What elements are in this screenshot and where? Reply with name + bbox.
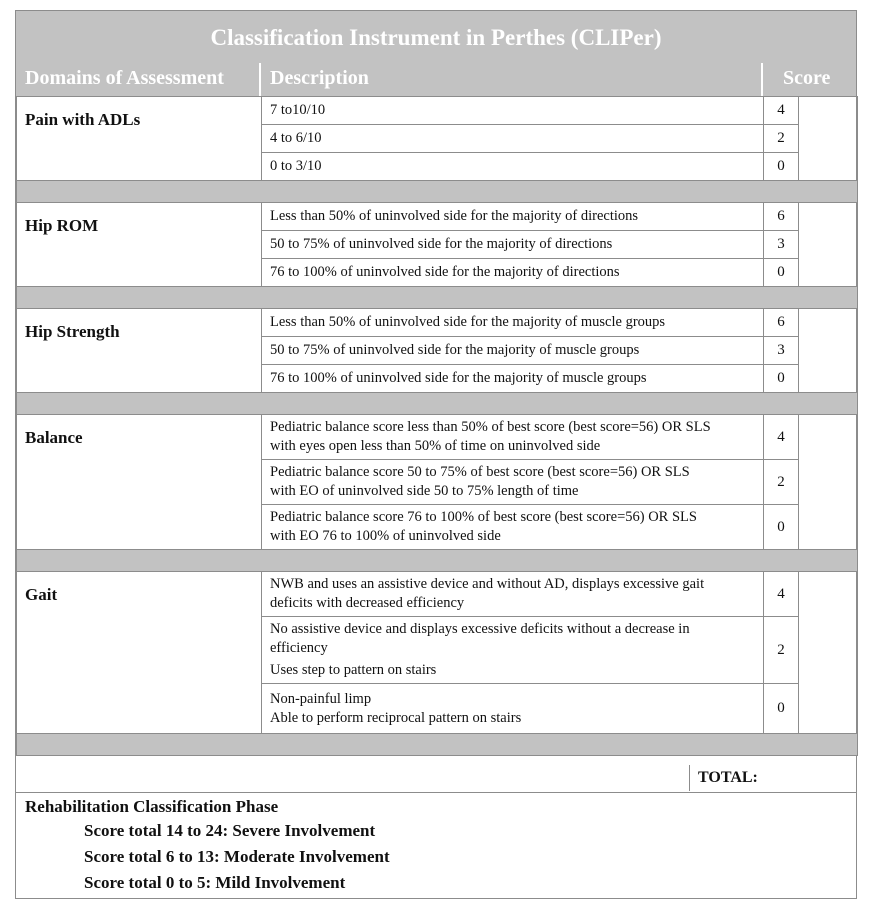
table-row	[17, 415, 858, 460]
description-cell	[262, 125, 764, 153]
score-value: 0	[764, 365, 799, 393]
section-separator	[17, 550, 858, 572]
description-line: 50 to 75% of uninvolved side for the majority of muscle groups	[270, 342, 640, 358]
domain-name: Gait	[17, 572, 262, 734]
header-score: Score	[783, 67, 831, 89]
description-line: No assistive device and displays excessive deficits without a decrease in	[270, 621, 690, 637]
score-value: 4	[764, 97, 799, 125]
description-line: 0 to 3/10	[270, 158, 322, 174]
description-line: with EO 76 to 100% of uninvolved side	[270, 528, 501, 544]
score-value: 6	[764, 203, 799, 231]
description-line: Less than 50% of uninvolved side for the majority of muscle groups	[270, 314, 666, 330]
score-value: 4	[764, 572, 799, 617]
description-cell	[262, 203, 764, 231]
description-cell	[262, 415, 764, 460]
score-value: 0	[764, 684, 799, 734]
score-value: 3	[764, 337, 799, 365]
section-separator	[17, 287, 858, 309]
score-entry-cell[interactable]	[799, 309, 858, 393]
description-cell	[262, 231, 764, 259]
header-divider	[761, 63, 763, 96]
description-cell	[262, 153, 764, 181]
phase-line: Score total 0 to 5: Mild Involvement	[84, 873, 346, 892]
description-line: with eyes open less than 50% of time on uninvolved side	[270, 438, 601, 454]
table-row	[17, 572, 858, 617]
phase-line: Score total 14 to 24: Severe Involvement	[84, 821, 376, 840]
score-entry-cell[interactable]	[799, 97, 858, 181]
separator-cell	[17, 181, 858, 203]
description-line: 76 to 100% of uninvolved side for the majority of directions	[270, 264, 620, 280]
total-label: TOTAL:	[698, 769, 758, 786]
description-line: deficits with decreased efficiency	[270, 595, 465, 611]
header-domains: Domains of Assessment	[25, 67, 224, 89]
description-line: efficiency	[270, 640, 328, 656]
score-value: 4	[764, 415, 799, 460]
description-cell	[262, 505, 764, 550]
score-value: 3	[764, 231, 799, 259]
total-row	[16, 765, 856, 793]
table-row	[17, 309, 858, 337]
description-line: 7 to10/10	[270, 102, 326, 118]
description-line: 4 to 6/10	[270, 130, 322, 146]
table-header	[16, 63, 856, 96]
description-cell	[262, 617, 764, 684]
description-line: Able to perform reciprocal pattern on stairs	[270, 709, 522, 726]
score-value: 2	[764, 617, 799, 684]
description-line: Pediatric balance score less than 50% of best score (best score=56) OR SLS	[270, 419, 711, 435]
description-cell	[262, 572, 764, 617]
score-value: 6	[764, 309, 799, 337]
assessment-table	[16, 96, 858, 756]
description-cell	[262, 365, 764, 393]
separator-cell	[17, 393, 858, 415]
description-line: with EO of uninvolved side 50 to 75% length of time	[270, 483, 579, 499]
description-cell	[262, 309, 764, 337]
table-row	[17, 203, 858, 231]
description-line: Pediatric balance score 76 to 100% of best score (best score=56) OR SLS	[270, 509, 697, 525]
separator-cell	[17, 550, 858, 572]
description-cell	[262, 684, 764, 734]
section-separator	[17, 181, 858, 203]
description-cell	[262, 97, 764, 125]
score-value: 2	[764, 460, 799, 505]
score-entry-cell[interactable]	[799, 415, 858, 550]
description-cell	[262, 259, 764, 287]
score-value: 2	[764, 125, 799, 153]
score-value: 0	[764, 505, 799, 550]
score-entry-cell[interactable]	[799, 203, 858, 287]
table-row	[17, 97, 858, 125]
description-line: Non-painful limp	[270, 690, 372, 707]
score-value: 0	[764, 153, 799, 181]
phase-line: Score total 6 to 13: Moderate Involvement	[84, 847, 390, 866]
domain-name: Pain with ADLs	[17, 97, 262, 181]
description-cell	[262, 460, 764, 505]
section-separator	[17, 393, 858, 415]
domain-name: Balance	[17, 415, 262, 550]
description-line: Uses step to pattern on stairs	[270, 662, 437, 678]
header-description: Description	[270, 67, 369, 89]
form-title: Classification Instrument in Perthes (CLIPer)	[16, 11, 856, 63]
description-line: Pediatric balance score 50 to 75% of best score (best score=56) OR SLS	[270, 464, 690, 480]
separator-cell	[17, 287, 858, 309]
score-value: 0	[764, 259, 799, 287]
description-cell	[262, 337, 764, 365]
header-divider	[259, 63, 261, 96]
score-entry-cell[interactable]	[799, 572, 858, 734]
description-line: 50 to 75% of uninvolved side for the majority of directions	[270, 236, 613, 252]
total-cell	[689, 765, 857, 791]
description-line: 76 to 100% of uninvolved side for the majority of muscle groups	[270, 370, 647, 386]
domain-name: Hip Strength	[17, 309, 262, 393]
phase-heading: Rehabilitation Classification Phase	[25, 797, 279, 816]
section-separator	[17, 734, 858, 756]
classification-phase	[25, 796, 390, 896]
separator-cell	[17, 734, 858, 756]
description-line: NWB and uses an assistive device and without AD, displays excessive gait	[270, 576, 705, 592]
domain-name: Hip ROM	[17, 203, 262, 287]
description-line: Less than 50% of uninvolved side for the majority of directions	[270, 208, 639, 224]
